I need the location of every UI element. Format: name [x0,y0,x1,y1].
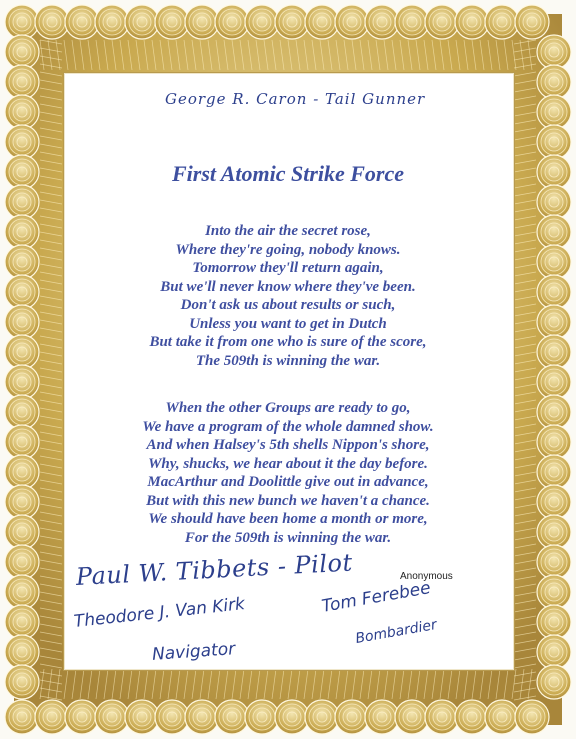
poem-line: Where they're going, nobody knows. [175,241,401,258]
scallop [5,700,39,734]
poem-line: But with this new bunch we haven't a chance. [146,492,430,509]
poem-line: We have a program of the whole damned show. [142,418,434,435]
scallop [5,5,39,39]
scallop [485,5,519,39]
scallop [5,455,39,489]
scallop [537,185,571,219]
scallop [485,700,519,734]
handwritten-header-signature: George R. Caron - Tail Gunner [165,90,426,108]
scallop [537,425,571,459]
scallop [537,275,571,309]
scallop [5,35,39,69]
scallop [215,700,249,734]
scallop [455,5,489,39]
scallop [537,215,571,249]
scallop [5,575,39,609]
scallop [245,700,279,734]
scallop [537,575,571,609]
scallop [537,305,571,339]
scallop [365,5,399,39]
scallop [537,65,571,99]
scallop [5,245,39,279]
scallop [155,700,189,734]
scallop [537,365,571,399]
scallop [537,605,571,639]
scallop [5,185,39,219]
scallop [95,5,129,39]
scallop [185,700,219,734]
scallop [5,515,39,549]
scallop [95,700,129,734]
scallop [537,395,571,429]
scallop [395,700,429,734]
scallop [215,5,249,39]
poem-line: MacArthur and Doolittle give out in advance, [147,474,429,490]
scallop [395,5,429,39]
scallop [425,700,459,734]
scallop [515,700,549,734]
scallop [537,665,571,699]
poem-line: Don't ask us about results or such, [180,297,396,313]
scallop [335,700,369,734]
scallop [5,605,39,639]
scallop [65,700,99,734]
poem-line: We should have been home a month or more, [148,511,428,527]
poem-line: Tomorrow they'll return again, [192,260,384,276]
scallop [5,125,39,159]
poem-stanza-2 [63,399,513,547]
scallop [5,365,39,399]
scallop [305,5,339,39]
poem-line: The 509th is winning the war. [195,352,381,369]
scallop [537,245,571,279]
poem-line: And when Halsey's 5th shells Nippon's shore, [146,437,430,453]
signature-van-kirk-role: Navigator [151,639,236,665]
scallop [155,5,189,39]
scallop [5,95,39,129]
scallop [365,700,399,734]
scallop [335,5,369,39]
scallop [537,155,571,189]
scallop [425,5,459,39]
scallop [537,485,571,519]
scallop [5,485,39,519]
poem-stanza-1 [63,222,513,370]
poem-line: But we'll never know where they've been. [160,278,416,295]
scallop [537,635,571,669]
poem-line: Why, shucks, we hear about it the day before. [148,455,428,472]
scallop [455,700,489,734]
scallop [125,700,159,734]
scallop [537,545,571,579]
poem-line: For the 509th is winning the war. [184,529,392,546]
scallop [305,700,339,734]
poem-line: But take it from one who is sure of the score, [149,334,427,350]
scallop [5,395,39,429]
scallop [537,515,571,549]
scallop [515,5,549,39]
author-credit: Anonymous [400,571,453,582]
scallop [5,545,39,579]
signature-van-kirk: Theodore J. Van Kirk [72,594,246,632]
poem-line: Into the air the secret rose, [205,223,371,239]
signature-tibbets: Paul W. Tibbets - Pilot [75,548,354,591]
scallop [537,95,571,129]
scallop [275,5,309,39]
scallop [65,5,99,39]
scallop [245,5,279,39]
poem-title: First Atomic Strike Force [171,160,405,186]
scallop [35,700,69,734]
scallop [5,65,39,99]
poem-line: When the other Groups are ready to go, [165,400,411,416]
scallop [537,335,571,369]
signature-ferebee: Tom Ferebee [320,578,433,617]
poem-line: Unless you want to get in Dutch [189,315,387,332]
scallop [537,35,571,69]
scallop [185,5,219,39]
scallop [537,455,571,489]
scallop [35,5,69,39]
scallop [125,5,159,39]
scallop [5,665,39,699]
signature-ferebee-role: Bombardier [354,616,438,648]
scallop [5,305,39,339]
scallop [275,700,309,734]
scallop [5,425,39,459]
scallop [5,155,39,189]
scallop [537,125,571,159]
scallop [5,215,39,249]
scallop [5,335,39,369]
scallop [5,275,39,309]
scallop [5,635,39,669]
